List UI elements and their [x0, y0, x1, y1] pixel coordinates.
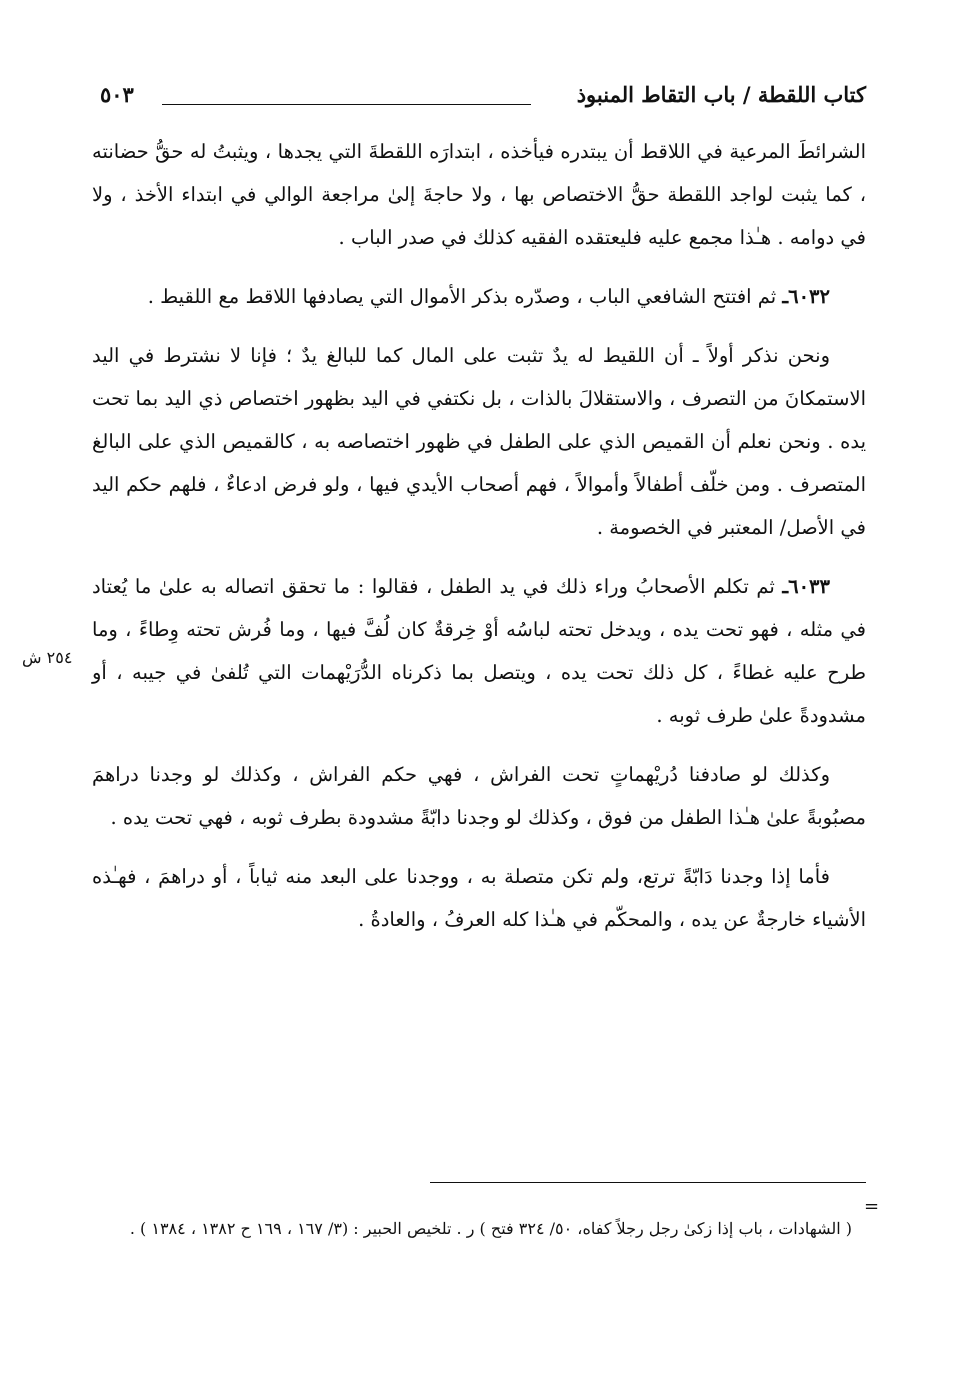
page-header [100, 82, 866, 122]
margin-folio-note: ٢٥٤ ش [22, 648, 73, 667]
paragraph [92, 855, 866, 941]
footnote: ( الشهادات ، باب إذا زكىٰ رجل رجلاً كفاه، ٥٠/ ٣٢٤ فتح ) ر . تلخيص الحبير : (٣/ ١٦٧ ، ١٦٩ ح ١٣٨٢ ، ١٣٨٤ ) . [129, 1219, 852, 1238]
footnote-rule [430, 1182, 866, 1183]
running-title: كتاب اللقطة / باب التقاط المنبوذ [576, 82, 866, 107]
paragraph-text: وكذلك لو صادفنا دُريْهماتٍ تحت الفراش ، فهي حكم الفراش ، وكذلك لو وجدنا دراهمَ مصبُوبةً علىٰ هـٰذا الطفل من فوق ، وكذلك لو وجدنا دابّةً مشدودة بطرف ثوبه ، فهي تحت يده . [92, 763, 866, 829]
paragraph-number: ٦٠٣٣ـ [782, 575, 830, 598]
paragraph [92, 753, 866, 839]
paragraph-6032 [92, 275, 866, 318]
paragraph [92, 334, 866, 549]
paragraph-text: ونحن نذكر أولاً ـ أن اللقيط له يدٌ تثبت على المال كما للبالغ يدٌ ؛ فإنا لا نشترط في اليد الاستمكانَ من التصرف ، والاستقلالَ بالذات ، بل نكتفي في اليد بظهور اختصاص ذي اليد بما تحت يده . ونحن نعلم أن القميص الذي على الطفل في ظهور اختصاصه به ، كالقميص الذي على البالغ المتصرف . ومن خلّف أطفالاً وأموالاً ، فهم أصحاب الأيدي فيها ، ولو فرض ادعاءٌ ، فلهم حكم اليد في الأصل/ المعتبر في الخصومة . [92, 344, 866, 539]
paragraph-text: ثم تكلم الأصحابُ وراء ذلك في يد الطفل ، فقالوا : ما تحقق اتصاله به علىٰ ما يُعتاد في مثله ، فهو تحت يده ، ويدخل تحته لباسُه أوْ خِرقةٌ كان لُفَّ فيها ، وما فُرش تحته وِطاءً ، وما طرح عليه غطاءً ، كل ذلك تحت يده ، ويتصل بما ذكرناه الدُّرَيْهمات التي تُلفىٰ في جيبه ، أو مشدودةً علىٰ طرف ثوبه . [92, 575, 866, 727]
footnote-continuation-mark: = [864, 1196, 880, 1217]
paragraph-number: ٦٠٣٢ـ [782, 285, 830, 308]
paragraph-text: فأما إذا وجدنا دَابّةً ترتع، ولم تكن متصلة به ، ووجدنا على البعد منه ثياباً ، أو دراهمَ ، فهـٰذه الأشياء خارجةٌ عن يده ، والمحكّم في هـٰذا كله العرفُ ، والعادةُ . [92, 865, 866, 931]
paragraph-text: ثم افتتح الشافعي الباب ، وصدّره بذكر الأموال التي يصادفها اللاقط مع اللقيط . [147, 285, 777, 308]
paragraph-text: الشرائطَ المرعية في اللاقط أن يبتدره فيأخذه ، ابتدارَه اللقطةَ التي يجدها ، ويثبتُ له حقُّ حضانته ، كما يثبت لواجد اللقطة حقُّ الاختصاص بها ، ولا حاجةَ إلىٰ مراجعة الوالي في ابتداء الأخذ ، ولا في دوامه . هـٰذا مجمع عليه فليعتقده الفقيه كذلك في صدر الباب . [92, 140, 866, 249]
page-number: ٥٠٣ [100, 82, 134, 107]
header-rule [162, 104, 531, 105]
main-text [92, 130, 866, 957]
paragraph-6033 [92, 565, 866, 737]
paragraph-continuation [92, 130, 866, 259]
